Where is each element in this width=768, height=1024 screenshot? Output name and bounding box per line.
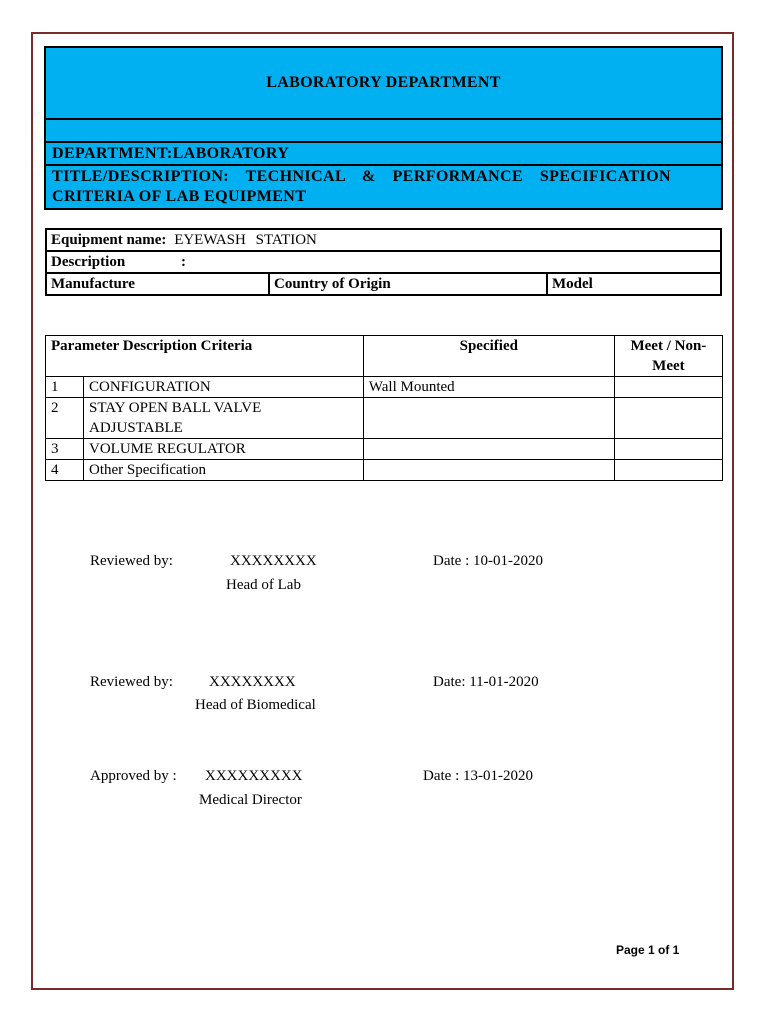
signature-name: XXXXXXXX — [209, 674, 296, 690]
row-criteria: Other Specification — [84, 460, 364, 481]
equipment-description-cell — [46, 251, 721, 273]
equipment-table — [45, 228, 722, 296]
signature-date: Date : 13-01-2020 — [423, 768, 533, 784]
row-number: 2 — [46, 398, 84, 439]
row-number: 1 — [46, 377, 84, 398]
country-of-origin-cell: Country of Origin — [269, 273, 547, 295]
row-criteria: CONFIGURATION — [84, 377, 364, 398]
header-department: DEPARTMENT:LABORATORY — [46, 143, 721, 166]
equipment-name-cell — [46, 229, 721, 251]
parameters-header-row — [46, 336, 723, 377]
row-specified — [363, 439, 614, 460]
page-number: Page 1 of 1 — [616, 943, 680, 957]
equipment-description-label: Description — [51, 253, 126, 270]
equipment-name-label: Equipment name: — [51, 231, 167, 248]
row-specified — [363, 460, 614, 481]
row-meet — [614, 460, 722, 481]
header-empty-row — [46, 120, 721, 143]
table-row — [46, 377, 723, 398]
meet-header: Meet / Non-Meet — [614, 336, 722, 377]
signature-label: Reviewed by: — [90, 553, 173, 569]
equipment-name-value: EYEWASH STATION — [174, 231, 317, 248]
model-cell: Model — [547, 273, 721, 295]
table-row — [46, 398, 723, 439]
header-title: LABORATORY DEPARTMENT — [46, 48, 721, 120]
row-specified — [363, 398, 614, 439]
header-description: TITLE/DESCRIPTION: TECHNICAL & PERFORMANCE SPECIFICATION CRITERIA OF LAB EQUIPMENT — [52, 168, 671, 205]
equipment-origin-row — [46, 273, 721, 295]
signature-name: XXXXXXXXX — [205, 768, 303, 784]
criteria-header: Parameter Description Criteria — [46, 336, 364, 377]
signature-label: Reviewed by: — [90, 674, 173, 690]
parameters-table — [45, 335, 723, 481]
signature-label: Approved by : — [90, 768, 177, 784]
manufacture-cell: Manufacture — [46, 273, 269, 295]
signature-date: Date : 10-01-2020 — [433, 553, 543, 569]
equipment-name-row — [46, 229, 721, 251]
signature-role: Medical Director — [199, 792, 302, 808]
equipment-description-row — [46, 251, 721, 273]
equipment-description-colon: : — [181, 253, 186, 270]
row-meet — [614, 398, 722, 439]
signature-role: Head of Lab — [226, 577, 301, 593]
specified-header: Specified — [363, 336, 614, 377]
row-number: 3 — [46, 439, 84, 460]
document-header — [44, 46, 723, 210]
row-meet — [614, 377, 722, 398]
table-row — [46, 439, 723, 460]
row-specified: Wall Mounted — [363, 377, 614, 398]
row-meet — [614, 439, 722, 460]
row-criteria: STAY OPEN BALL VALVE ADJUSTABLE — [84, 398, 364, 439]
table-row — [46, 460, 723, 481]
signature-role: Head of Biomedical — [195, 697, 316, 713]
row-number: 4 — [46, 460, 84, 481]
signature-name: XXXXXXXX — [230, 553, 317, 569]
signature-date: Date: 11-01-2020 — [433, 674, 539, 690]
row-criteria: VOLUME REGULATOR — [84, 439, 364, 460]
